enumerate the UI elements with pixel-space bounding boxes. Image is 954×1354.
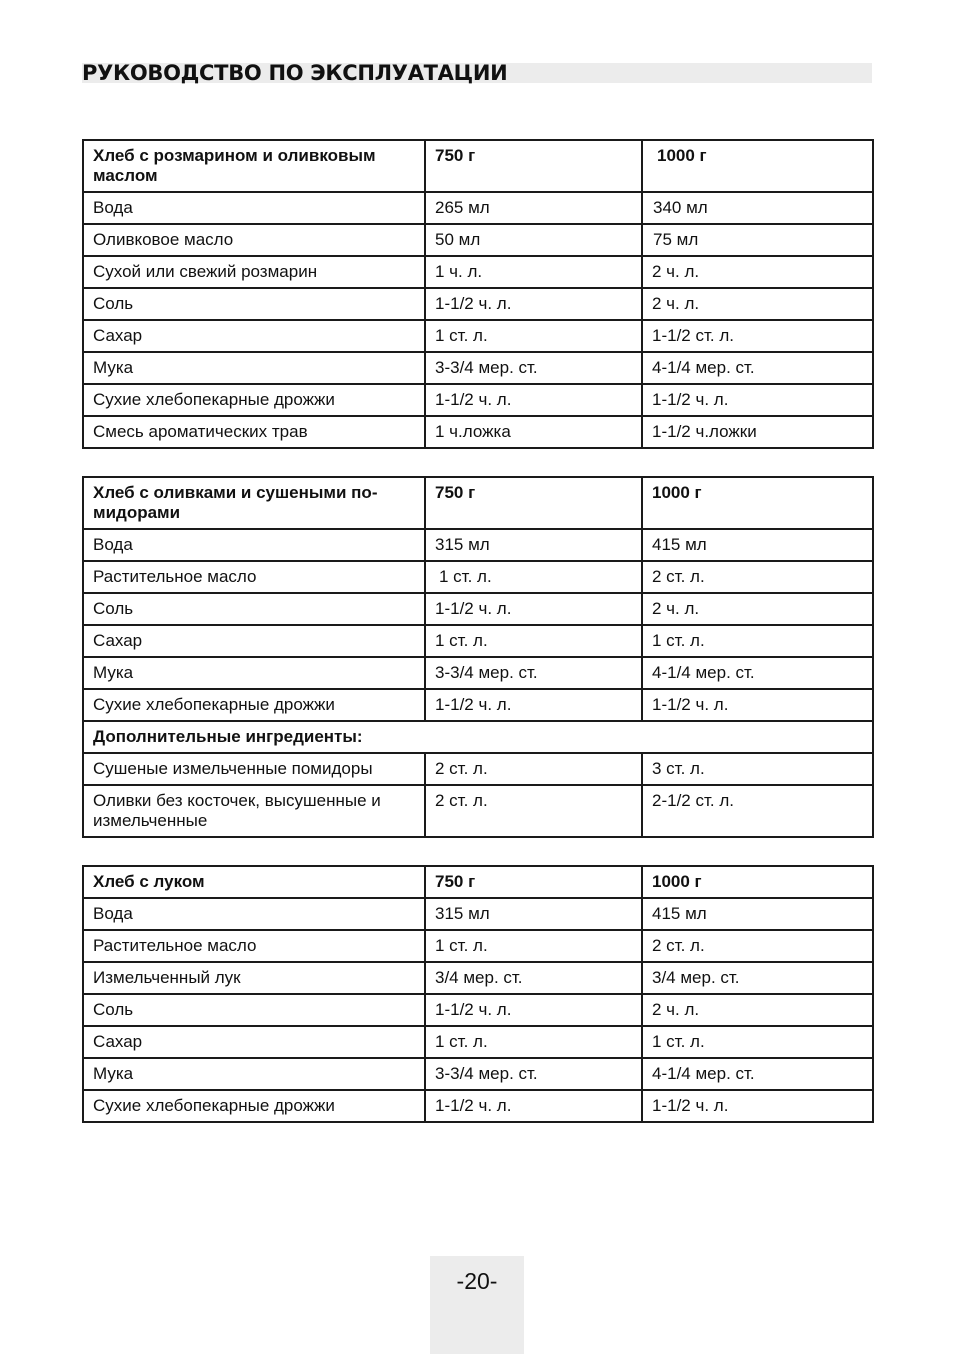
ingredient-name: Мука (83, 657, 425, 689)
recipe-table-onion (82, 865, 874, 1123)
column-1000g: 1000 г (642, 866, 873, 898)
ingredient-name: Мука (83, 352, 425, 384)
page-title: РУКОВОДСТВО ПО ЭКСПЛУАТАЦИИ (82, 61, 508, 85)
amount-1000g: 1-1/2 ч. л. (642, 1090, 873, 1122)
ingredient-name: Сухие хлебопекарные дрожжи (83, 384, 425, 416)
amount-750g: 315 мл (425, 529, 642, 561)
amount-750g: 50 мл (425, 224, 642, 256)
ingredient-name: Мука (83, 1058, 425, 1090)
ingredient-name: Смесь ароматических трав (83, 416, 425, 448)
ingredient-name: Сухие хлебопекарные дрожжи (83, 689, 425, 721)
amount-1000g: 1-1/2 ч. л. (642, 384, 873, 416)
ingredient-name: Сахар (83, 625, 425, 657)
table-row (83, 962, 873, 994)
table-row (83, 593, 873, 625)
column-1000g: 1000 г (642, 140, 873, 192)
table-row (83, 529, 873, 561)
table-row (83, 994, 873, 1026)
additional-ingredients-label: Дополнительные ингредиенты: (83, 721, 873, 753)
section-header-row (83, 721, 873, 753)
amount-1000g: 2 ст. л. (642, 561, 873, 593)
column-750g: 750 г (425, 140, 642, 192)
amount-750g: 1-1/2 ч. л. (425, 593, 642, 625)
amount-1000g: 2 ч. л. (642, 994, 873, 1026)
amount-1000g: 4-1/4 мер. ст. (642, 352, 873, 384)
table-row (83, 689, 873, 721)
ingredient-name: Сахар (83, 1026, 425, 1058)
amount-1000g: 2 ст. л. (642, 930, 873, 962)
table-row (83, 1090, 873, 1122)
amount-750g: 1-1/2 ч. л. (425, 689, 642, 721)
amount-750g: 1-1/2 ч. л. (425, 288, 642, 320)
table-row (83, 561, 873, 593)
page-number: -20- (456, 1268, 498, 1294)
amount-750g: 265 мл (425, 192, 642, 224)
amount-1000g: 1 ст. л. (642, 1026, 873, 1058)
column-750g: 750 г (425, 866, 642, 898)
ingredient-name: Оливки без косточек, высушенные и измельченные (83, 785, 425, 837)
amount-750g: 1 ст. л. (425, 1026, 642, 1058)
table-row (83, 416, 873, 448)
amount-750g: 3/4 мер. ст. (425, 962, 642, 994)
table-row (83, 256, 873, 288)
amount-1000g: 1 ст. л. (642, 625, 873, 657)
amount-1000g: 2 ч. л. (642, 593, 873, 625)
amount-750g: 1 ч. л. (425, 256, 642, 288)
amount-750g: 3-3/4 мер. ст. (425, 1058, 642, 1090)
amount-1000g: 2 ч. л. (642, 256, 873, 288)
amount-750g: 1 ст. л. (425, 625, 642, 657)
table-header-row (83, 866, 873, 898)
ingredient-name: Вода (83, 529, 425, 561)
ingredient-name: Оливковое масло (83, 224, 425, 256)
amount-1000g: 2-1/2 ст. л. (642, 785, 873, 837)
table-row (83, 625, 873, 657)
table-row (83, 1026, 873, 1058)
table-row (83, 288, 873, 320)
ingredient-name: Измельченный лук (83, 962, 425, 994)
recipe-title: Хлеб с луком (83, 866, 425, 898)
ingredient-name: Сухой или свежий розмарин (83, 256, 425, 288)
ingredient-name: Соль (83, 994, 425, 1026)
ingredient-name: Соль (83, 288, 425, 320)
amount-1000g: 4-1/4 мер. ст. (642, 1058, 873, 1090)
recipe-title: Хлеб с оливками и сушеными по-мидорами (83, 477, 425, 529)
amount-750g: 2 ст. л. (425, 785, 642, 837)
table-row (83, 352, 873, 384)
ingredient-name: Сушеные измельченные помидоры (83, 753, 425, 785)
amount-1000g: 1-1/2 ст. л. (642, 320, 873, 352)
amount-750g: 2 ст. л. (425, 753, 642, 785)
ingredient-name: Растительное масло (83, 561, 425, 593)
table-row (83, 753, 873, 785)
amount-750g: 3-3/4 мер. ст. (425, 352, 642, 384)
amount-1000g: 3 ст. л. (642, 753, 873, 785)
table-row (83, 930, 873, 962)
amount-750g: 1 ст. л. (425, 561, 642, 593)
table-row (83, 320, 873, 352)
amount-750g: 1-1/2 ч. л. (425, 994, 642, 1026)
amount-1000g: 3/4 мер. ст. (642, 962, 873, 994)
ingredient-name: Сахар (83, 320, 425, 352)
amount-750g: 1 ст. л. (425, 930, 642, 962)
table-row (83, 192, 873, 224)
table-header-row (83, 477, 873, 529)
table-header-row (83, 140, 873, 192)
amount-750g: 1 ст. л. (425, 320, 642, 352)
ingredient-name: Сухие хлебопекарные дрожжи (83, 1090, 425, 1122)
amount-1000g: 75 мл (642, 224, 873, 256)
amount-1000g: 415 мл (642, 529, 873, 561)
amount-1000g: 4-1/4 мер. ст. (642, 657, 873, 689)
amount-750g: 1 ч.ложка (425, 416, 642, 448)
table-row (83, 657, 873, 689)
table-row (83, 384, 873, 416)
amount-1000g: 1-1/2 ч. л. (642, 689, 873, 721)
amount-750g: 1-1/2 ч. л. (425, 384, 642, 416)
table-row (83, 1058, 873, 1090)
ingredient-name: Вода (83, 192, 425, 224)
column-1000g: 1000 г (642, 477, 873, 529)
table-row (83, 785, 873, 837)
recipe-table-rosemary (82, 139, 874, 449)
ingredient-name: Соль (83, 593, 425, 625)
amount-750g: 1-1/2 ч. л. (425, 1090, 642, 1122)
recipe-table-olives-tomatoes (82, 476, 874, 838)
amount-1000g: 340 мл (642, 192, 873, 224)
amount-750g: 3-3/4 мер. ст. (425, 657, 642, 689)
amount-1000g: 1-1/2 ч.ложки (642, 416, 873, 448)
table-row (83, 224, 873, 256)
ingredient-name: Вода (83, 898, 425, 930)
amount-1000g: 415 мл (642, 898, 873, 930)
recipe-title: Хлеб с розмарином и оливковым маслом (83, 140, 425, 192)
ingredient-name: Растительное масло (83, 930, 425, 962)
amount-750g: 315 мл (425, 898, 642, 930)
table-row (83, 898, 873, 930)
column-750g: 750 г (425, 477, 642, 529)
amount-1000g: 2 ч. л. (642, 288, 873, 320)
